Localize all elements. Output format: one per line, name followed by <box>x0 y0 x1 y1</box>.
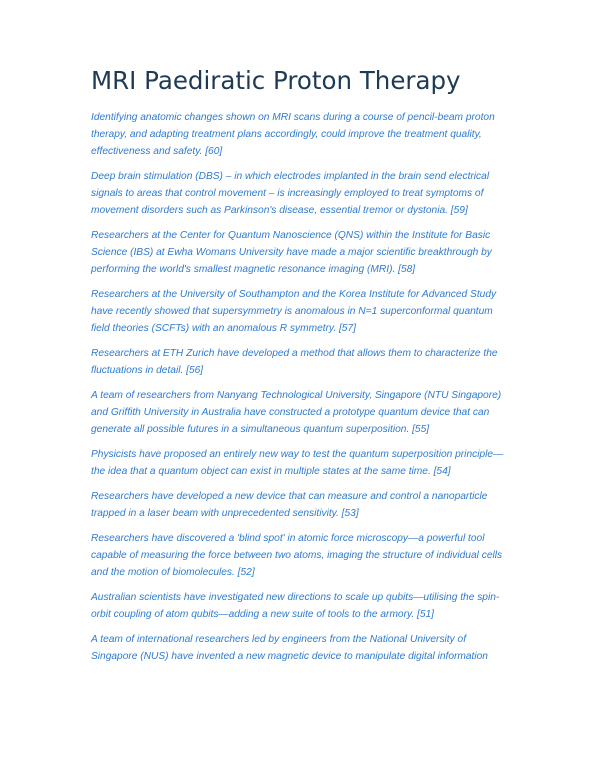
paragraph-smallest-mri: Researchers at the Center for Quantum Nanoscience (QNS) within the Institute for Basic Science (IBS) at Ewha Womans University have made a major scientific breakthrough by performing the world's smallest magnetic resonance imaging (MRI). [58] <box>91 230 492 275</box>
paragraph-nanoparticle-laser: Researchers have developed a new device that can measure and control a nanoparticle trapped in a laser beam with unprecedented sensitivity. [53] <box>91 491 488 519</box>
paragraph-eth-zurich: Researchers at ETH Zurich have developed a method that allows them to characterize the fluctuations in detail. [56] <box>91 348 498 376</box>
document-body <box>91 109 512 673</box>
paragraph-superposition-test: Physicists have proposed an entirely new way to test the quantum superposition principle—the idea that a quantum object can exist in multiple states at the same time. [54] <box>91 449 504 477</box>
paragraph-nus-magnetic-device: A team of international researchers led by engineers from the National University of Singapore (NUS) have invented a new magnetic device to manipulate digital information <box>91 634 488 662</box>
paragraph-quantum-futures: A team of researchers from Nanyang Technological University, Singapore (NTU Singapore) and Griffith University in Australia have constructed a prototype quantum device that can generate all possible futures in a simultaneous quantum superposition. [55] <box>91 390 502 435</box>
paragraph-deep-brain-stimulation: Deep brain stimulation (DBS) – in which electrodes implanted in the brain send electrical signals to areas that control movement – is increasingly employed to treat symptoms of movement disorders such as Parkinson's disease, essential tremor or dystonia. [59] <box>91 171 490 216</box>
paragraph-afm-blind-spot: Researchers have discovered a 'blind spot' in atomic force microscopy—a powerful tool capable of measuring the force between two atoms, imaging the structure of individual cells and the motion of biomolecules. [52] <box>91 533 503 578</box>
paragraph-proton-therapy: Identifying anatomic changes shown on MRI scans during a course of pencil-beam proton therapy, and adapting treatment plans accordingly, could improve the treatment quality, effectiveness and safety. [60] <box>91 112 495 157</box>
page-title: MRI Paediratic Proton Therapy <box>91 66 461 95</box>
paragraph-supersymmetry: Researchers at the University of Southampton and the Korea Institute for Advanced Study have recently showed that supersymmetry is anomalous in N=1 superconformal quantum field theories (SCFTs) with an anomalous R symmetry. [57] <box>91 289 497 334</box>
paragraph-atom-qubits: Australian scientists have investigated new directions to scale up qubits—utilising the spin-orbit coupling of atom qubits—adding a new suite of tools to the armory. [51] <box>91 592 500 620</box>
